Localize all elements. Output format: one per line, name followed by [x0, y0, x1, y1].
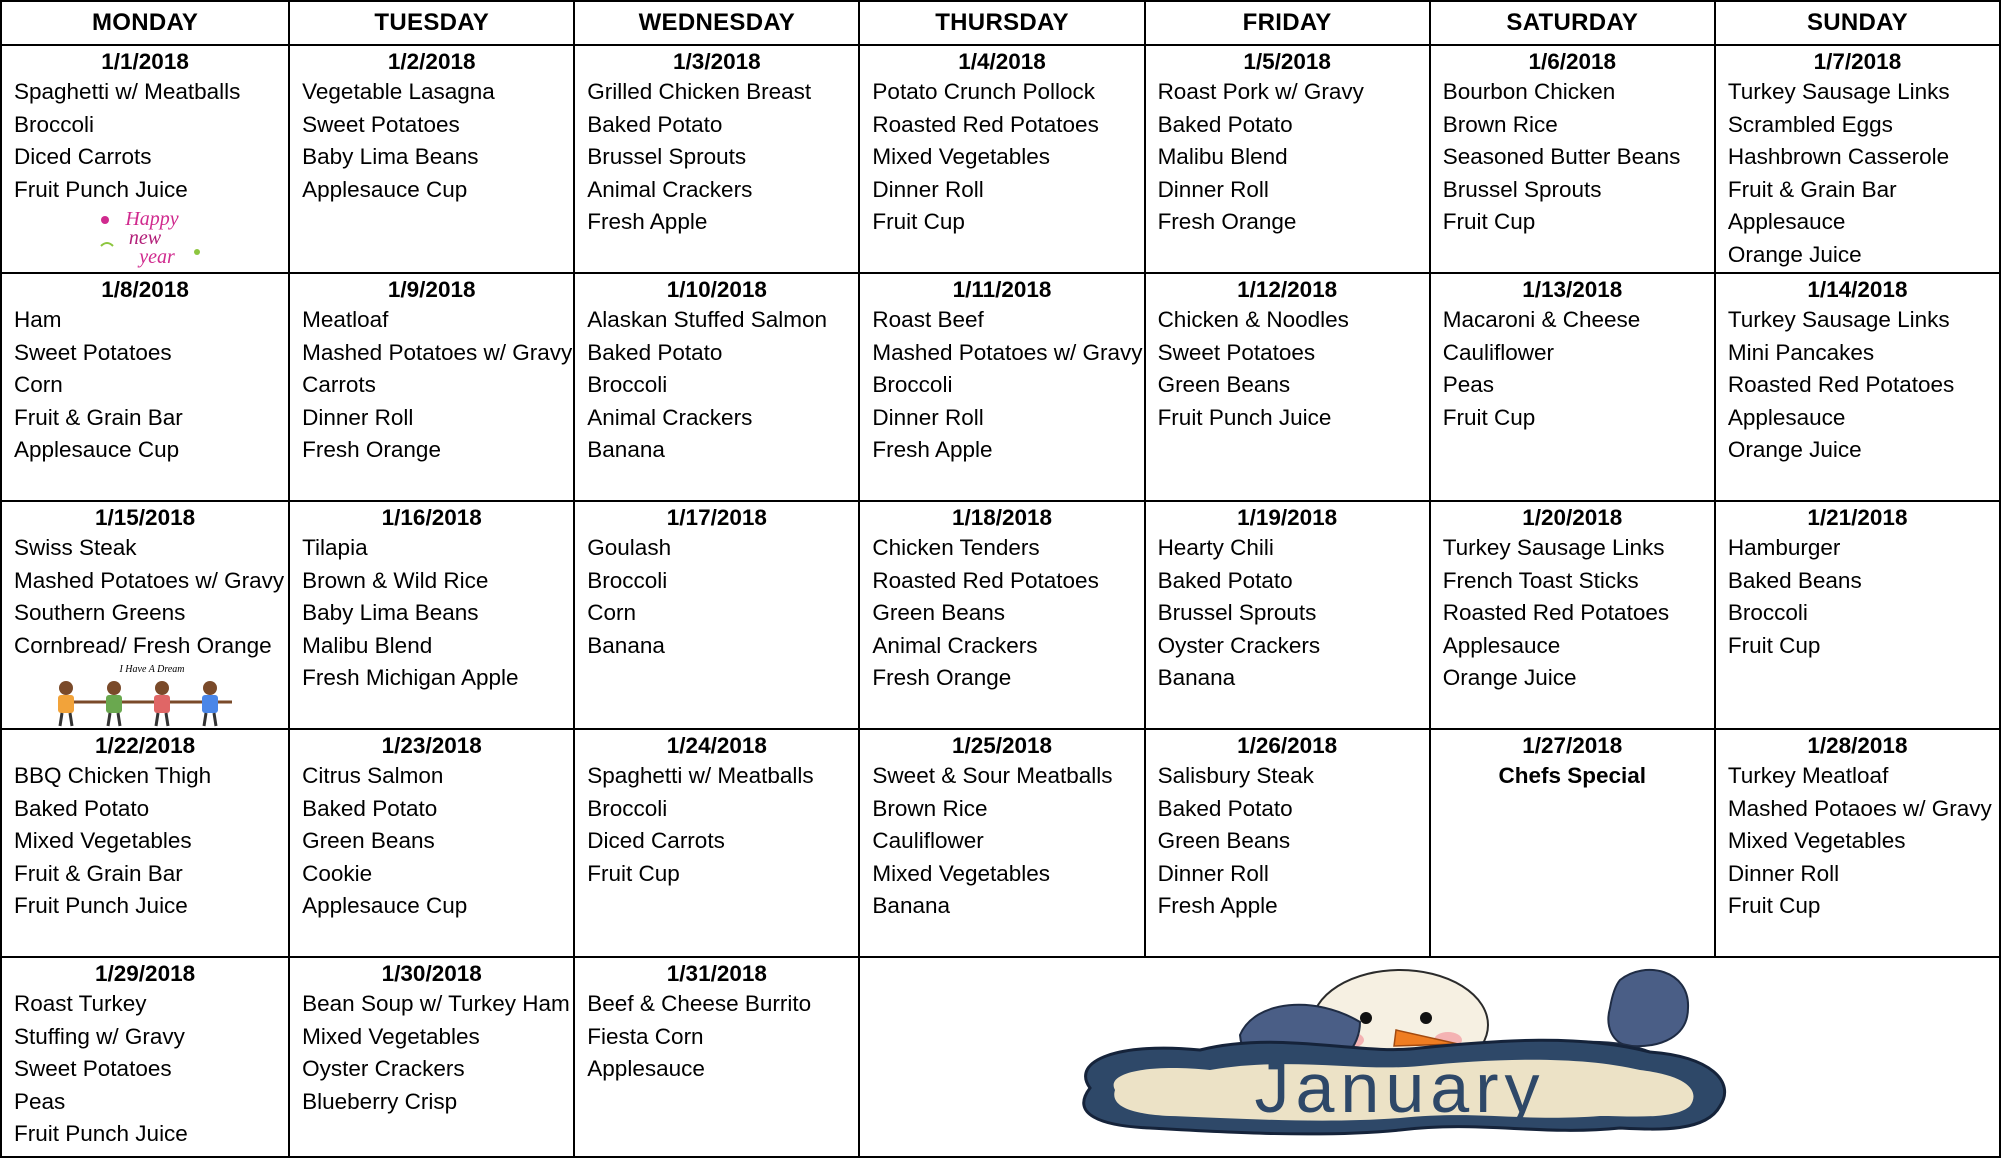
day-date: 1/14/2018	[1807, 277, 1908, 302]
menu-item: Fresh Apple	[587, 209, 708, 234]
day-date: 1/7/2018	[1813, 49, 1902, 74]
menu-item: Broccoli	[1727, 600, 1808, 625]
menu-item: Brown Rice	[872, 795, 988, 821]
menu-item: Fruit Cup	[587, 860, 680, 886]
menu-item: Green Beans	[302, 828, 435, 853]
day-cell	[289, 729, 574, 957]
menu-item: Applesauce	[1727, 209, 1846, 234]
menu-item: Mixed Vegetables	[14, 828, 192, 853]
day-date: 1/20/2018	[1522, 505, 1623, 530]
happy-new-year-icon	[97, 206, 207, 273]
day-cell	[1, 45, 289, 273]
menu-item: Ham	[14, 307, 62, 332]
year-text: year	[139, 246, 175, 268]
menu-item: Baked Beans	[1727, 567, 1862, 593]
day-date: 1/31/2018	[666, 961, 767, 986]
day-cell	[859, 45, 1144, 273]
menu-item: Dinner Roll	[1157, 176, 1269, 202]
menu-item: Dinner Roll	[872, 404, 984, 430]
day-date: 1/23/2018	[381, 733, 482, 758]
new-text: new	[128, 227, 162, 249]
menu-item: Salisbury Steak	[1157, 763, 1314, 788]
weekday-header-wednesday: WEDNESDAY	[574, 1, 859, 45]
menu-item: Meatloaf	[302, 307, 389, 332]
weekday-header-friday: FRIDAY	[1145, 1, 1430, 45]
menu-item: Oyster Crackers	[302, 1056, 465, 1081]
menu-item: Goulash	[587, 535, 672, 560]
day-cell	[1715, 45, 2000, 273]
menu-item: Broccoli	[872, 372, 953, 397]
menu-item: Vegetable Lasagna	[302, 79, 495, 104]
day-date: 1/25/2018	[951, 733, 1053, 758]
menu-item: Oyster Crackers	[1157, 632, 1321, 658]
menu-item: Broccoli	[14, 111, 95, 137]
day-cell	[1715, 729, 2000, 957]
mlk-day-icon	[52, 662, 252, 729]
day-cell	[1145, 729, 1430, 957]
menu-item: Hashbrown Casserole	[1727, 144, 1950, 169]
january-snowman-banner-icon	[1060, 960, 1740, 1140]
menu-item: Orange Juice	[1727, 241, 1862, 267]
menu-item: Fruit Cup	[1442, 404, 1536, 430]
day-cell	[1, 501, 289, 729]
day-date: 1/3/2018	[673, 49, 761, 74]
menu-item: Roasted Red Potatoes	[872, 567, 1099, 593]
happy-text: Happy	[125, 208, 179, 230]
menu-item: Baby Lima Beans	[302, 600, 479, 625]
menu-item: Hearty Chili	[1157, 535, 1274, 560]
menu-item: Bourbon Chicken	[1442, 79, 1616, 104]
menu-item: Dinner Roll	[872, 176, 984, 202]
day-cell	[1, 273, 289, 501]
menu-item: Mixed Vegetables	[302, 1023, 480, 1049]
day-cell	[574, 45, 859, 273]
menu-item: Bean Soup w/ Turkey Ham	[302, 991, 570, 1016]
day-date: 1/29/2018	[95, 961, 196, 986]
menu-item: Fresh Orange	[302, 437, 441, 462]
menu-item: Peas	[1442, 372, 1494, 397]
menu-item: Tilapia	[302, 535, 368, 560]
weekday-header-sunday: SUNDAY	[1715, 1, 2000, 45]
day-date: 1/22/2018	[95, 733, 196, 758]
menu-item: Animal Crackers	[872, 632, 1038, 658]
menu-item: Fruit Punch Juice	[14, 893, 188, 918]
menu-item: Macaroni & Cheese	[1442, 307, 1641, 332]
day-date: 1/21/2018	[1807, 505, 1908, 530]
menu-item: Roast Beef	[872, 307, 984, 332]
menu-item: Fresh Apple	[872, 437, 993, 462]
menu-item: Broccoli	[587, 795, 668, 821]
day-cell	[859, 729, 1144, 957]
menu-item: Fruit Cup	[1727, 632, 1821, 658]
menu-item: Cookie	[302, 860, 373, 886]
menu-item: Chicken Tenders	[872, 535, 1040, 560]
day-cell	[1145, 501, 1430, 729]
menu-item: Corn	[14, 372, 63, 397]
menu-item: Baked Potato	[587, 111, 723, 137]
day-date: 1/17/2018	[666, 505, 767, 530]
menu-item: Fruit Punch Juice	[1157, 404, 1332, 430]
menu-item: Banana	[1157, 665, 1236, 690]
day-date: 1/13/2018	[1522, 277, 1623, 302]
menu-item: Potato Crunch Pollock	[872, 79, 1096, 104]
menu-item: Mixed Vegetables	[872, 144, 1051, 169]
menu-item: Chicken & Noodles	[1157, 307, 1349, 332]
day-date: 1/16/2018	[381, 505, 482, 530]
menu-item: Brussel Sprouts	[1442, 176, 1602, 202]
day-cell	[1430, 729, 1715, 957]
menu-item: Corn	[587, 600, 637, 625]
menu-item: Mini Pancakes	[1727, 339, 1875, 365]
menu-item: Sweet Potatoes	[14, 1056, 172, 1081]
menu-item: Brown Rice	[1442, 111, 1558, 137]
menu-item: Green Beans	[1157, 372, 1291, 397]
menu-item: Spaghetti w/ Meatballs	[14, 79, 241, 104]
mlk-top-text: I Have A Dream	[119, 664, 185, 675]
menu-item: BBQ Chicken Thigh	[14, 763, 212, 788]
menu-item: Mashed Potatoes w/ Gravy	[14, 567, 285, 593]
january-banner-text: January	[1254, 1049, 1546, 1127]
day-date: 1/2/2018	[387, 49, 476, 74]
menu-item: Green Beans	[1157, 828, 1291, 853]
menu-item: Turkey Sausage Links	[1727, 307, 1950, 332]
menu-item: Seasoned Butter Beans	[1442, 144, 1681, 169]
day-date: 1/5/2018	[1243, 49, 1331, 74]
day-date: 1/18/2018	[951, 505, 1053, 530]
menu-item: Fruit Punch Juice	[14, 176, 188, 202]
day-cell	[1145, 45, 1430, 273]
week-row-1	[1, 45, 2000, 273]
menu-item: Alaskan Stuffed Salmon	[587, 307, 828, 332]
menu-item: Carrots	[302, 372, 376, 397]
menu-item: Brown & Wild Rice	[302, 567, 489, 593]
menu-item: Roasted Red Potatoes	[1442, 600, 1670, 625]
day-cell	[574, 273, 859, 501]
day-date: 1/1/2018	[101, 49, 189, 74]
menu-item: Applesauce Cup	[302, 176, 468, 202]
menu-item: Fiesta Corn	[587, 1023, 704, 1049]
day-cell	[1, 957, 289, 1157]
menu-item: Fruit Punch Juice	[14, 1121, 188, 1146]
day-cell	[289, 45, 574, 273]
day-date: 1/10/2018	[666, 277, 767, 302]
weekday-header-monday: MONDAY	[1, 1, 289, 45]
menu-item: Cornbread/ Fresh Orange	[14, 632, 272, 658]
menu-item: Stuffing w/ Gravy	[14, 1023, 185, 1049]
menu-item: Dinner Roll	[302, 404, 414, 430]
menu-item: Fruit & Grain Bar	[1727, 176, 1897, 202]
menu-item: Peas	[14, 1088, 66, 1114]
menu-item: Scrambled Eggs	[1727, 111, 1893, 137]
menu-item: Banana	[587, 632, 665, 658]
day-date: 1/8/2018	[101, 277, 189, 302]
menu-item: Diced Carrots	[14, 144, 152, 169]
menu-item: Malibu Blend	[1157, 144, 1288, 169]
menu-item: Mashed Potatoes w/ Gravy	[302, 339, 573, 365]
day-cell	[574, 729, 859, 957]
menu-item: Baked Potato	[1157, 111, 1293, 137]
menu-item: Mixed Vegetables	[1727, 828, 1906, 853]
week-row-3	[1, 501, 2000, 729]
day-cell	[289, 273, 574, 501]
menu-item: Fruit Cup	[1727, 893, 1821, 918]
menu-item: Fresh Apple	[1157, 893, 1278, 918]
day-date: 1/19/2018	[1237, 505, 1338, 530]
day-cell	[289, 957, 574, 1157]
day-date: 1/28/2018	[1807, 733, 1908, 758]
menu-item: Animal Crackers	[587, 404, 753, 430]
menu-item: Mashed Potatoes w/ Gravy	[872, 339, 1143, 365]
menu-item: Applesauce Cup	[302, 893, 468, 918]
day-cell	[1145, 273, 1430, 501]
menu-item: Diced Carrots	[587, 828, 725, 853]
menu-item: Mashed Potaoes w/ Gravy	[1727, 795, 1992, 821]
day-cell	[289, 501, 574, 729]
menu-item: Roasted Red Potatoes	[1727, 372, 1955, 397]
week-row-4	[1, 729, 2000, 957]
day-date: 1/12/2018	[1237, 277, 1338, 302]
menu-item: Hamburger	[1727, 535, 1841, 560]
menu-item: Roast Pork w/ Gravy	[1157, 79, 1364, 104]
weekday-header-thursday: THURSDAY	[859, 1, 1144, 45]
menu-item: Applesauce Cup	[14, 437, 180, 462]
menu-item: Fresh Orange	[1157, 209, 1297, 234]
menu-item: Fresh Michigan Apple	[302, 665, 519, 690]
menu-item: Applesauce	[587, 1056, 705, 1081]
day-cell	[1715, 273, 2000, 501]
menu-item: Brussel Sprouts	[1157, 600, 1317, 625]
menu-item: Brussel Sprouts	[587, 144, 747, 169]
menu-item: Fresh Orange	[872, 665, 1012, 690]
menu-item: Spaghetti w/ Meatballs	[587, 763, 814, 788]
menu-item: Sweet & Sour Meatballs	[872, 763, 1113, 788]
weekday-header-row	[1, 1, 2000, 45]
menu-item: Baked Potato	[14, 795, 150, 821]
menu-item: French Toast Sticks	[1442, 567, 1639, 593]
menu-item: Southern Greens	[14, 600, 186, 625]
weekday-header-tuesday: TUESDAY	[289, 1, 574, 45]
menu-item: Turkey Sausage Links	[1442, 535, 1665, 560]
menu-item: Blueberry Crisp	[302, 1088, 458, 1114]
day-cell	[574, 501, 859, 729]
menu-item: Dinner Roll	[1157, 860, 1269, 886]
menu-item: Fruit & Grain Bar	[14, 860, 183, 886]
day-date: 1/24/2018	[666, 733, 767, 758]
menu-item: Sweet Potatoes	[302, 111, 460, 137]
menu-item: Roast Turkey	[14, 991, 147, 1016]
menu-item: Grilled Chicken Breast	[587, 79, 812, 104]
day-cell	[1715, 501, 2000, 729]
menu-item: Cauliflower	[872, 828, 984, 853]
menu-item: Turkey Meatloaf	[1727, 763, 1889, 788]
menu-item: Citrus Salmon	[302, 763, 444, 788]
day-date: 1/9/2018	[387, 277, 476, 302]
menu-item: Animal Crackers	[587, 176, 753, 202]
menu-item: Roasted Red Potatoes	[872, 111, 1099, 137]
menu-item: Baked Potato	[1157, 567, 1293, 593]
menu-item: Banana	[587, 437, 665, 462]
day-date: 1/11/2018	[952, 277, 1052, 302]
weekday-header-saturday: SATURDAY	[1430, 1, 1715, 45]
day-date: 1/30/2018	[381, 961, 482, 986]
menu-item: Fruit Cup	[872, 209, 965, 234]
day-cell	[574, 957, 859, 1157]
menu-item: Sweet Potatoes	[14, 339, 172, 365]
menu-item: Malibu Blend	[302, 632, 433, 658]
menu-item: Sweet Potatoes	[1157, 339, 1316, 365]
menu-item: Baby Lima Beans	[302, 144, 479, 169]
chefs-special-label: Chefs Special	[1498, 763, 1647, 788]
day-date: 1/26/2018	[1237, 733, 1338, 758]
menu-item: Broccoli	[587, 372, 668, 397]
day-date: 1/15/2018	[95, 505, 196, 530]
day-cell	[1430, 501, 1715, 729]
menu-item: Mixed Vegetables	[872, 860, 1051, 886]
menu-item: Baked Potato	[587, 339, 723, 365]
menu-item: Beef & Cheese Burrito	[587, 991, 812, 1016]
day-cell	[1430, 273, 1715, 501]
day-cell	[1430, 45, 1715, 273]
menu-item: Broccoli	[587, 567, 668, 593]
menu-item: Banana	[872, 893, 950, 918]
menu-item: Orange Juice	[1727, 437, 1862, 462]
menu-item: Swiss Steak	[14, 535, 137, 560]
day-date: 1/27/2018	[1522, 733, 1623, 758]
day-date: 1/6/2018	[1528, 49, 1617, 74]
menu-item: Dinner Roll	[1727, 860, 1840, 886]
menu-item: Turkey Sausage Links	[1727, 79, 1950, 104]
menu-item: Applesauce	[1442, 632, 1561, 658]
day-date: 1/4/2018	[958, 49, 1046, 74]
day-cell	[859, 501, 1144, 729]
menu-item: Baked Potato	[1157, 795, 1293, 821]
menu-item: Orange Juice	[1442, 665, 1577, 690]
menu-item: Applesauce	[1727, 404, 1846, 430]
menu-item: Green Beans	[872, 600, 1006, 625]
day-cell	[859, 273, 1144, 501]
menu-item: Fruit Cup	[1442, 209, 1536, 234]
menu-item: Cauliflower	[1442, 339, 1554, 365]
menu-item: Fruit & Grain Bar	[14, 404, 183, 430]
week-row-2	[1, 273, 2000, 501]
menu-item: Baked Potato	[302, 795, 438, 821]
day-cell	[1, 729, 289, 957]
